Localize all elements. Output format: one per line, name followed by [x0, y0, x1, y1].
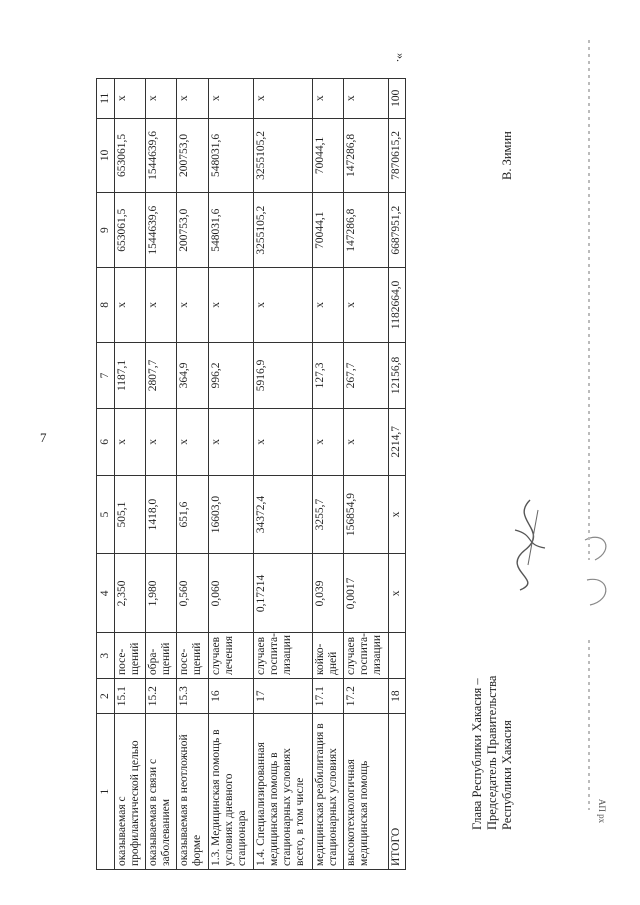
table-cell: оказываемая в связи с заболеванием: [146, 714, 177, 870]
table-cell: х: [177, 267, 208, 342]
signatory-title-line-1: Глава Республики Хакасия –: [470, 678, 484, 830]
table-cell: 1.3. Медицинская помощь в условиях дневного стационара: [208, 714, 253, 870]
table-cell: х: [388, 475, 405, 554]
table-cell: обра-щений: [146, 633, 177, 679]
handwritten-signature: [500, 490, 560, 600]
table-cell: ИТОГО: [388, 714, 405, 870]
page-number: 7: [40, 430, 47, 445]
table-cell: х: [253, 79, 312, 119]
table-cell: 1187,1: [115, 342, 146, 408]
table-cell: 17.2: [343, 679, 388, 714]
table-cell: медицинская реабилитация в стационарных условиях: [312, 714, 343, 870]
table-cell: 548031,6: [208, 118, 253, 193]
table-cell: х: [208, 409, 253, 475]
scan-dotted-line: [588, 40, 590, 560]
table-row: [253, 79, 312, 870]
table-cell: случаев лечения: [208, 633, 253, 679]
table-cell: 16: [208, 679, 253, 714]
table-cell: 147286,8: [343, 118, 388, 193]
tariff-table: [96, 78, 406, 870]
table-cell: 267,7: [343, 342, 388, 408]
table-cell: х: [146, 79, 177, 119]
table-cell: посе-щений: [115, 633, 146, 679]
table-cell: 1,980: [146, 554, 177, 633]
table-cell: [388, 633, 405, 679]
column-header: 8: [97, 267, 115, 342]
table-cell: х: [312, 409, 343, 475]
table-cell: 1418,0: [146, 475, 177, 554]
table-cell: посе-щений: [177, 633, 208, 679]
table-cell: х: [115, 409, 146, 475]
table-cell: 2214,7: [388, 409, 405, 475]
column-header: 5: [97, 475, 115, 554]
table-cell: оказываемая с профилактической целью: [115, 714, 146, 870]
table-row: [343, 79, 388, 870]
column-header: 11: [97, 79, 115, 119]
table-cell: высокотехнологичная медицинская помощь: [343, 714, 388, 870]
table-cell: 0,560: [177, 554, 208, 633]
table-cell: 15.2: [146, 679, 177, 714]
table-cell: 17.1: [312, 679, 343, 714]
table-cell: 12156,8: [388, 342, 405, 408]
table-cell: 15.3: [177, 679, 208, 714]
table-cell: 100: [388, 79, 405, 119]
column-header: 2: [97, 679, 115, 714]
table-cell: 1.4. Специализированная медицинская помощь в стационарных условиях всего, в том числе: [253, 714, 312, 870]
table-cell: 70044,1: [312, 118, 343, 193]
signatory-title-line-3: Республики Хакасия: [500, 720, 514, 830]
footer-code: АП рх: [597, 798, 608, 824]
table-cell: 2,350: [115, 554, 146, 633]
signatory-name: В. Зимин: [500, 131, 514, 180]
column-header: 7: [97, 342, 115, 408]
column-header: 1: [97, 714, 115, 870]
table-cell: х: [343, 267, 388, 342]
table-cell: 34372,4: [253, 475, 312, 554]
table-cell: 3255105,2: [253, 193, 312, 268]
table-cell: 156854,9: [343, 475, 388, 554]
table-cell: х: [312, 267, 343, 342]
table-cell: 0,0017: [343, 554, 388, 633]
table-row: [115, 79, 146, 870]
table-cell: 653061,5: [115, 193, 146, 268]
column-header: 4: [97, 554, 115, 633]
table-row: [208, 79, 253, 870]
table-cell: 7870615,2: [388, 118, 405, 193]
table-cell: 3255,7: [312, 475, 343, 554]
table-cell: х: [208, 79, 253, 119]
table-cell: х: [253, 409, 312, 475]
table-cell: 147286,8: [343, 193, 388, 268]
table-cell: х: [115, 267, 146, 342]
column-header: 6: [97, 409, 115, 475]
table-cell: х: [388, 554, 405, 633]
table-cell: 505,1: [115, 475, 146, 554]
table-row: [146, 79, 177, 870]
table-cell: х: [115, 79, 146, 119]
table-cell: 364,9: [177, 342, 208, 408]
table-cell: 5916,9: [253, 342, 312, 408]
signatory-title: [470, 570, 515, 830]
table-cell: койко-дней: [312, 633, 343, 679]
table-cell: 200753,0: [177, 118, 208, 193]
table-cell: 70044,1: [312, 193, 343, 268]
column-header: 9: [97, 193, 115, 268]
table-cell: случаев госпита-лизации: [343, 633, 388, 679]
table-cell: х: [177, 409, 208, 475]
table-row: [388, 79, 405, 870]
table-cell: 0,039: [312, 554, 343, 633]
scan-dotted-line: [588, 640, 590, 810]
table-cell: х: [343, 79, 388, 119]
table-cell: х: [343, 409, 388, 475]
table-cell: 6687951,2: [388, 193, 405, 268]
table-cell: х: [146, 409, 177, 475]
rotated-table-container: [96, 70, 408, 870]
closing-quote: ».: [394, 53, 408, 62]
table-cell: 1182664,0: [388, 267, 405, 342]
table-cell: 127,3: [312, 342, 343, 408]
table-cell: 15.1: [115, 679, 146, 714]
table-cell: х: [177, 79, 208, 119]
stamp-mark: [575, 520, 625, 620]
table-cell: 2807,7: [146, 342, 177, 408]
table-cell: 3255105,2: [253, 118, 312, 193]
table-cell: 548031,6: [208, 193, 253, 268]
signatory-title-line-2: Председатель Правительства: [485, 675, 499, 830]
table-cell: х: [146, 267, 177, 342]
table-cell: х: [208, 267, 253, 342]
table-cell: х: [312, 79, 343, 119]
table-row: [177, 79, 208, 870]
column-header: 10: [97, 118, 115, 193]
column-header: 3: [97, 633, 115, 679]
table-cell: 200753,0: [177, 193, 208, 268]
table-cell: 0,060: [208, 554, 253, 633]
table-cell: 996,2: [208, 342, 253, 408]
table-row: [312, 79, 343, 870]
table-cell: оказываемая в неотложной форме: [177, 714, 208, 870]
table-cell: х: [253, 267, 312, 342]
table-cell: 0,17214: [253, 554, 312, 633]
table-cell: 1544639,6: [146, 118, 177, 193]
table-header-row: [97, 79, 115, 870]
table-cell: случаев госпита-лизации: [253, 633, 312, 679]
signature-block: [470, 70, 540, 870]
table-cell: 17: [253, 679, 312, 714]
table-cell: 16603,0: [208, 475, 253, 554]
table-cell: 18: [388, 679, 405, 714]
table-cell: 651,6: [177, 475, 208, 554]
table-cell: 1544639,6: [146, 193, 177, 268]
table-cell: 653061,5: [115, 118, 146, 193]
